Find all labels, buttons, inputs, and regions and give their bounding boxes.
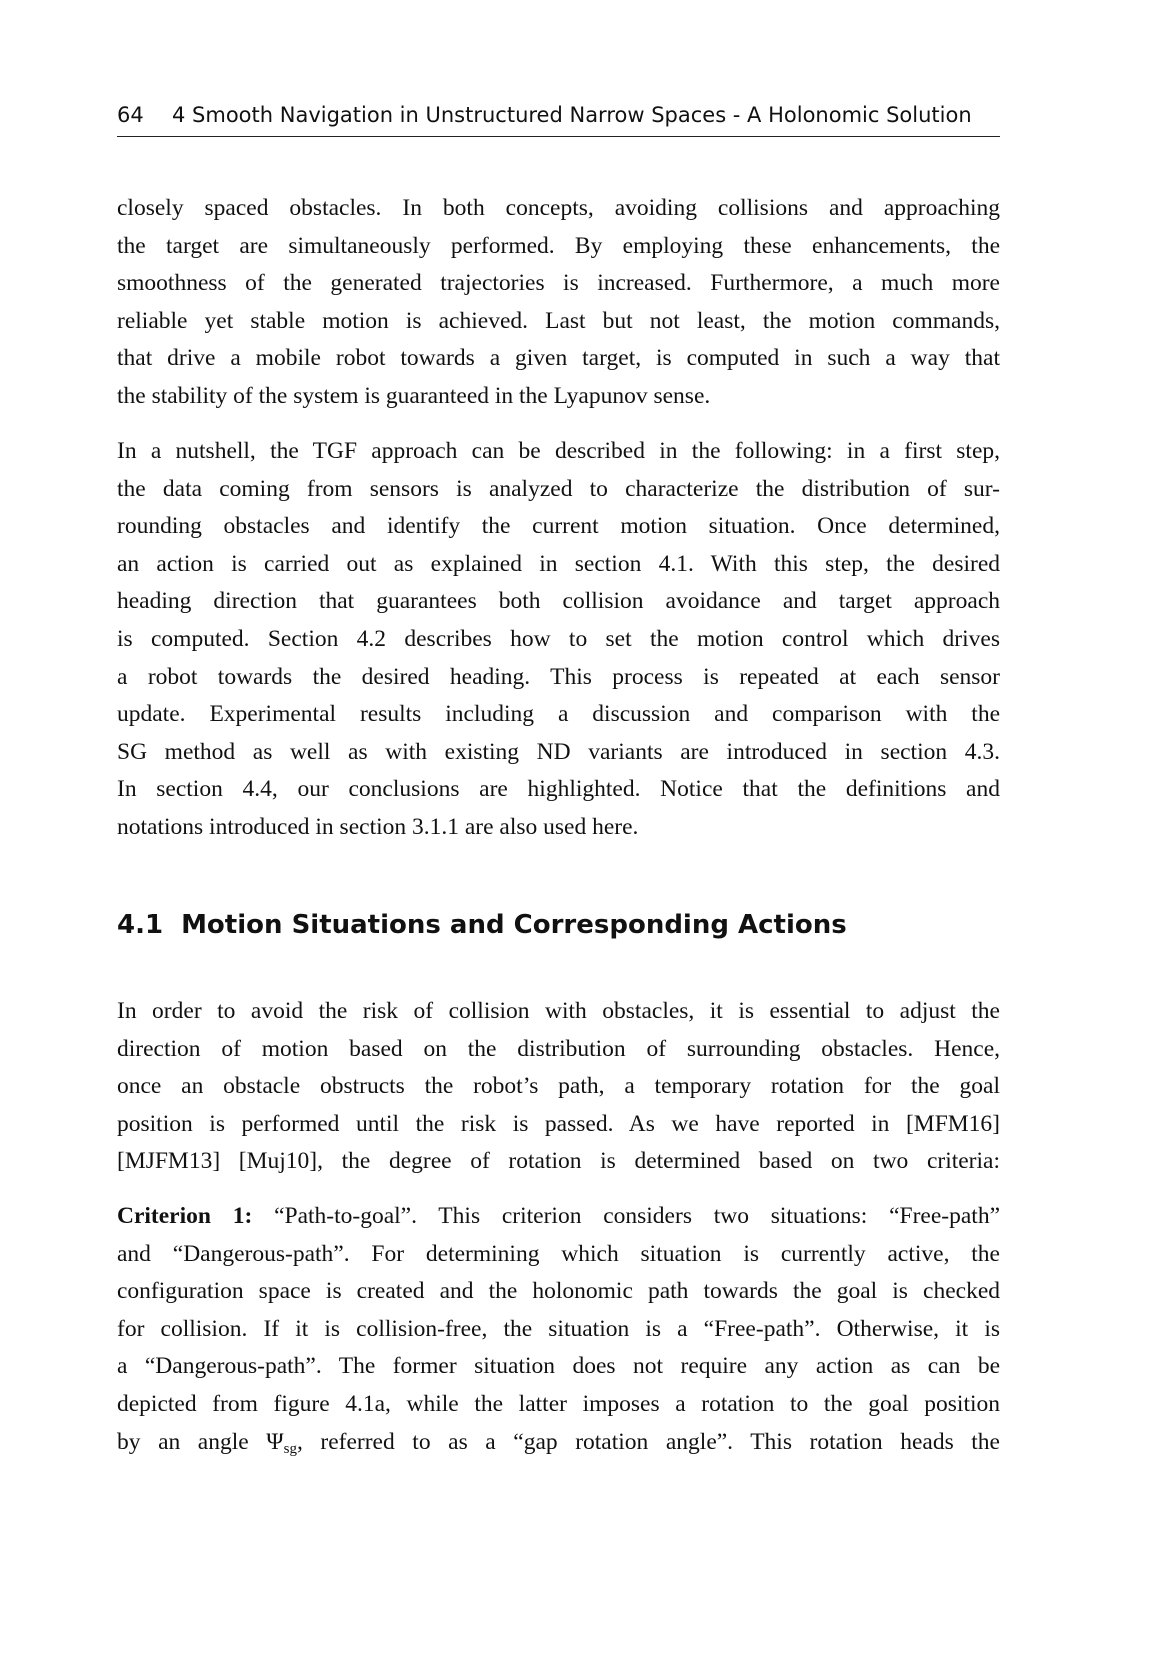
paragraph-line: the stability of the system is guaranteed in the Lyapunov sense. [117, 382, 711, 409]
paragraph-line: the target are simultaneously performed. By employing these enhancements, the [117, 232, 1000, 259]
running-title: 4 Smooth Navigation in Unstructured Narrow Spaces - A Holonomic Solution [172, 103, 972, 127]
paragraph-line: [MJFM13] [Muj10], the degree of rotation is determined based on two criteria: [117, 1148, 1000, 1175]
psi-subscript: sg [283, 1440, 297, 1457]
paragraph-line [117, 1198, 1000, 1236]
psi-symbol: Ψ [266, 1428, 284, 1455]
paragraph-1 [117, 190, 1000, 416]
paragraph-line: is computed. Section 4.2 describes how to set the motion control which drives [117, 625, 1000, 652]
section-title: Motion Situations and Corresponding Actions [181, 910, 847, 940]
paragraph-line [117, 1424, 1000, 1462]
paragraph-line: configuration space is created and the holonomic path towards the goal is checked [117, 1278, 1000, 1305]
criterion-label: Criterion 1: [117, 1203, 253, 1229]
paragraph-line: the data coming from sensors is analyzed to characterize the distribution of sur- [117, 475, 1000, 502]
paragraph-line: that drive a mobile robot towards a given target, is computed in such a way that [117, 345, 1000, 372]
paragraph-line: a “Dangerous-path”. The former situation does not require any action as can be [117, 1353, 1000, 1380]
paragraph-line: rounding obstacles and identify the current motion situation. Once determined, [117, 513, 1000, 540]
paragraph-line: a robot towards the desired heading. This process is repeated at each sensor [117, 663, 1000, 690]
paragraph-line: SG method as well as with existing ND variants are introduced in section 4.3. [117, 738, 1000, 765]
paragraph-line: smoothness of the generated trajectories is increased. Furthermore, a much more [117, 270, 1000, 297]
paragraph-criterion-1 [117, 1198, 1000, 1461]
running-header [117, 100, 1000, 137]
paragraph-line: In a nutshell, the TGF approach can be described in the following: in a first step, [117, 438, 1000, 464]
paragraph-line: reliable yet stable motion is achieved. Last but not least, the motion commands, [117, 307, 1000, 334]
paragraph-line: direction of motion based on the distribution of surrounding obstacles. Hence, [117, 1035, 1000, 1062]
paragraph-line: In section 4.4, our conclusions are highlighted. Notice that the definitions and [117, 776, 1000, 803]
section-heading [117, 910, 847, 940]
paragraph-line: depicted from figure 4.1a, while the latter imposes a rotation to the goal position [117, 1390, 1000, 1417]
paragraph-2 [117, 433, 1000, 847]
section-number: 4.1 [117, 910, 164, 940]
paragraph-line: for collision. If it is collision-free, the situation is a “Free-path”. Otherwise, it is [117, 1315, 1000, 1342]
paragraph-line: notations introduced in section 3.1.1 are also used here. [117, 813, 639, 840]
paragraph-line: closely spaced obstacles. In both concepts, avoiding collisions and approaching [117, 195, 1000, 221]
paragraph-line: and “Dangerous-path”. For determining which situation is currently active, the [117, 1240, 1000, 1267]
paragraph-line: position is performed until the risk is passed. As we have reported in [MFM16] [117, 1110, 1000, 1137]
page-number: 64 [117, 103, 144, 127]
paragraph-line: an action is carried out as explained in section 4.1. With this step, the desired [117, 550, 1000, 577]
paragraph-line: In order to avoid the risk of collision with obstacles, it is essential to adjust the [117, 998, 1000, 1024]
line-text: “Path-to-goal”. This criterion considers two situations: “Free-path” [252, 1203, 1001, 1229]
paragraph-line: once an obstacle obstructs the robot’s path, a temporary rotation for the goal [117, 1073, 1000, 1100]
paragraph-line: update. Experimental results including a discussion and comparison with the [117, 701, 1000, 728]
line-text: , referred to as a “gap rotation angle”. This rotation heads the [296, 1428, 1000, 1455]
paragraph-3 [117, 993, 1000, 1181]
line-text: by an angle [117, 1428, 267, 1455]
paragraph-line: heading direction that guarantees both collision avoidance and target approach [117, 588, 1000, 615]
